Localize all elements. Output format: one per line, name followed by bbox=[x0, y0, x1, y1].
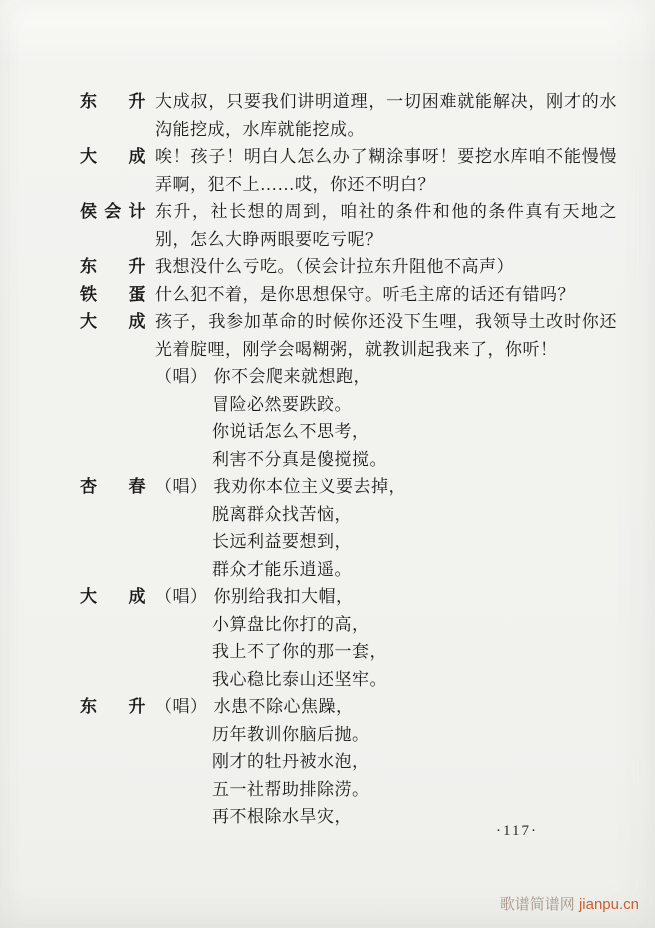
page-number: ·117· bbox=[496, 823, 538, 839]
speech-text: 我想没什么亏吃。（侯会计拉东升阻他不高声） bbox=[155, 257, 514, 276]
song-line: 你不会爬来就想跑， bbox=[213, 367, 371, 386]
dialogue-content bbox=[155, 308, 617, 473]
dialogue-content bbox=[155, 473, 617, 583]
dialogue-entry bbox=[80, 143, 617, 198]
song-line: 再不根除水旱灾， bbox=[212, 807, 352, 826]
song-label: （唱） bbox=[155, 367, 208, 386]
dialogue-content bbox=[155, 253, 617, 281]
dialogue-entry bbox=[80, 253, 617, 281]
speaker-name: 东 升 bbox=[80, 697, 146, 716]
song-line: 利害不分真是傻搅搅。 bbox=[212, 449, 387, 469]
dialogue-entry bbox=[80, 198, 617, 253]
song-line: 长远利益要想到， bbox=[212, 532, 352, 551]
watermark bbox=[500, 893, 639, 914]
song-line: 脱离群众找苦恼， bbox=[212, 504, 352, 524]
song-line: 我劝你本位主义要去掉， bbox=[213, 477, 406, 496]
dialogue-content bbox=[155, 88, 617, 143]
song-line: 历年教训你脑后抛。 bbox=[212, 724, 370, 744]
song-label: （唱） bbox=[155, 477, 208, 496]
speaker-name: 东 升 bbox=[80, 257, 146, 276]
song-line: 你说话怎么不思考， bbox=[212, 422, 370, 441]
dialogue-content bbox=[155, 198, 617, 253]
dialogue-entry bbox=[80, 308, 617, 473]
script-body bbox=[80, 88, 617, 831]
dialogue-content bbox=[155, 693, 617, 831]
dialogue-content bbox=[155, 143, 617, 198]
speech-text: 唉！孩子！明白人怎么办了糊涂事呀！要挖水库咱不能慢慢弄啊，犯不上……哎，你还不明白？ bbox=[155, 147, 617, 194]
speaker-name: 东 升 bbox=[80, 92, 146, 111]
speaker-name: 杏 春 bbox=[80, 477, 146, 496]
dialogue-entry bbox=[80, 281, 617, 309]
speech-text: 东升，社长想的周到，咱社的条件和他的条件真有天地之别，怎么大睁两眼要吃亏呢？ bbox=[155, 202, 617, 249]
song-label: （唱） bbox=[155, 697, 208, 716]
watermark-site-name: 歌谱简谱网 bbox=[499, 896, 575, 913]
speaker-name: 侯会计 bbox=[80, 202, 146, 221]
speaker-name: 大 成 bbox=[80, 312, 146, 331]
dialogue-entry bbox=[80, 473, 617, 583]
song-line: 五一社帮助排除涝。 bbox=[212, 779, 370, 799]
song-first-line bbox=[155, 693, 617, 721]
speech-text: 孩子，我参加革命的时候你还没下生哩，我领导土改时你还光着腚哩，刚学会喝糊粥，就教训起我来了，你听！ bbox=[155, 312, 617, 359]
speech-text: 大成叔，只要我们讲明道理，一切困难就能解决，刚才的水沟能挖成，水库就能挖成。 bbox=[155, 92, 617, 139]
song-first-line bbox=[155, 473, 617, 501]
song-label: （唱） bbox=[155, 587, 208, 606]
song-line: 小算盘比你打的高， bbox=[212, 614, 370, 634]
dialogue-entry bbox=[80, 583, 617, 693]
song-line: 我心稳比泰山还坚牢。 bbox=[212, 669, 387, 689]
song-first-line bbox=[155, 583, 617, 611]
watermark-site-url: jianpu.cn bbox=[578, 896, 639, 913]
song-first-line bbox=[155, 363, 617, 391]
speaker-name: 铁 蛋 bbox=[80, 284, 146, 304]
dialogue-entry bbox=[80, 693, 617, 831]
speaker-name: 大 成 bbox=[80, 147, 146, 166]
dialogue-content bbox=[155, 583, 617, 693]
song-line: 群众才能乐逍遥。 bbox=[212, 559, 352, 579]
song-line: 你别给我扣大帽， bbox=[213, 587, 354, 606]
dialogue-content bbox=[155, 281, 617, 309]
dialogue-entry bbox=[80, 88, 617, 143]
speaker-name: 大 成 bbox=[80, 587, 146, 606]
song-line: 刚才的牡丹被水泡， bbox=[212, 752, 370, 771]
song-line: 我上不了你的那一套， bbox=[212, 642, 387, 661]
song-line: 水患不除心焦躁， bbox=[213, 697, 354, 716]
speech-text: 什么犯不着，是你思想保守。听毛主席的话还有错吗？ bbox=[155, 284, 575, 304]
song-line: 冒险必然要跌跤。 bbox=[212, 394, 352, 414]
